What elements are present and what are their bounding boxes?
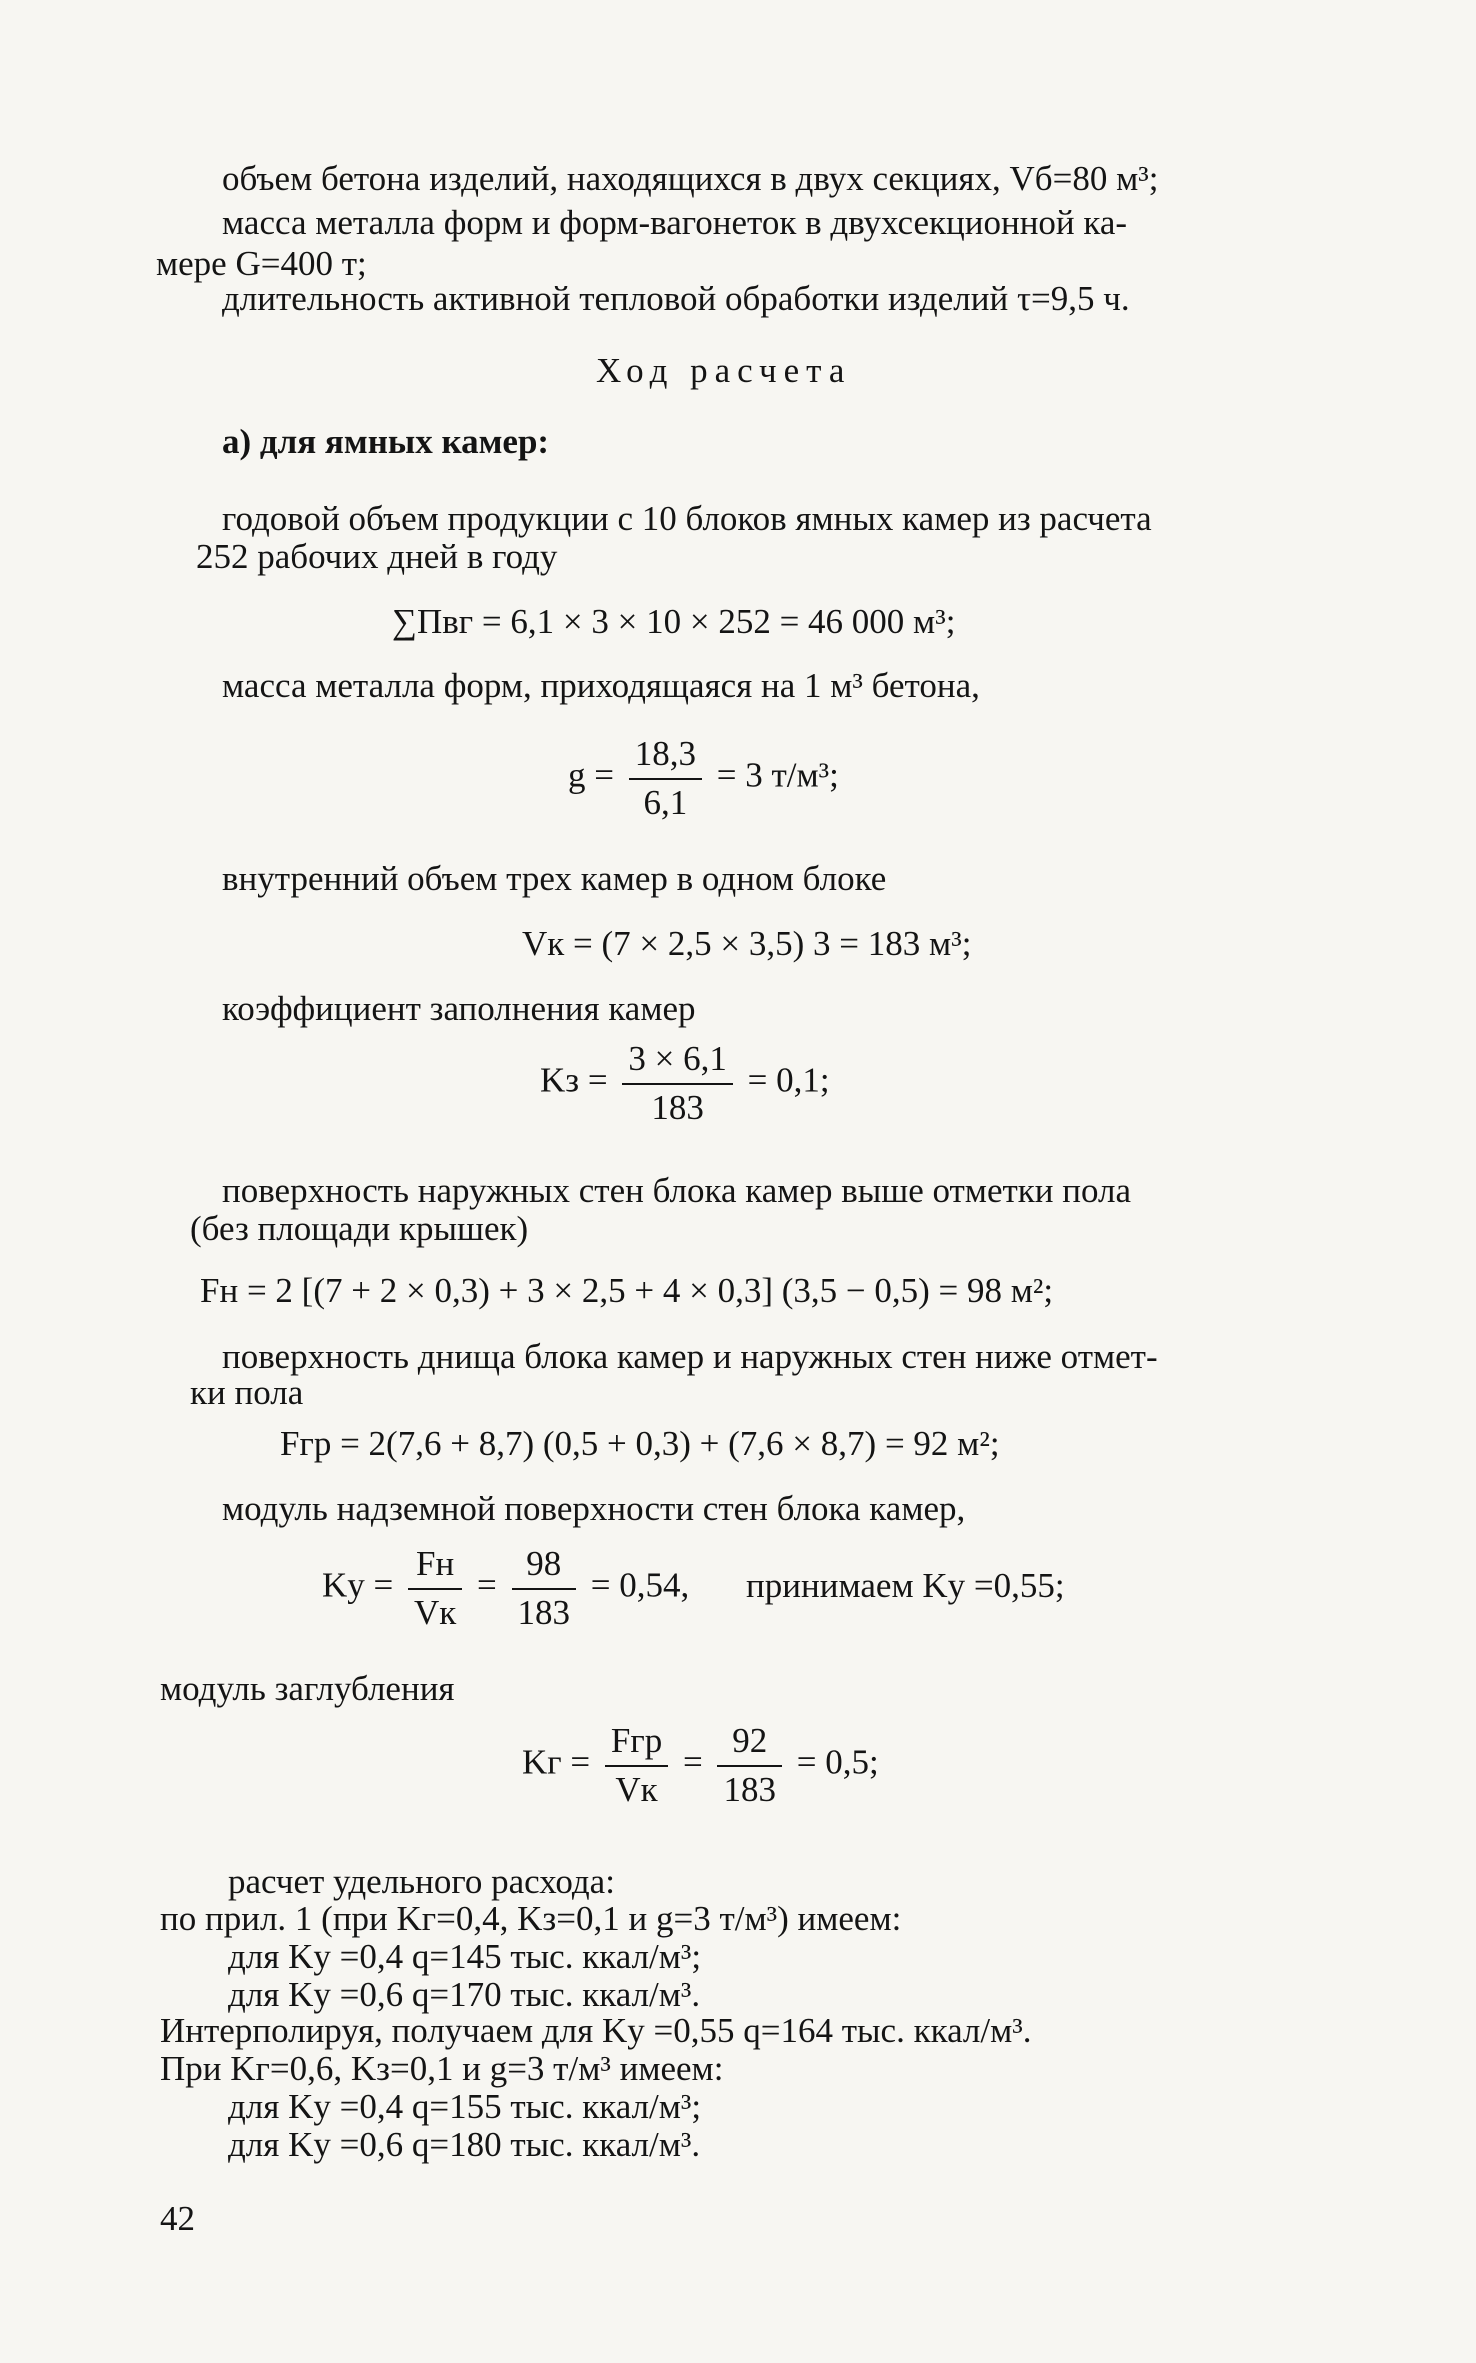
equation: Fн = 2 [(7 + 2 × 0,3) + 3 × 2,5 + 4 × 0,3] (3,5 − 0,5) = 98 м²; <box>200 1271 1054 1310</box>
fraction-denominator: Vк <box>615 1769 658 1809</box>
equation-rhs: = 0,5; <box>796 1742 879 1782</box>
text-line: масса металла форм, приходящаяся на 1 м³ бетона, <box>222 666 980 705</box>
fraction-denominator: Vк <box>414 1592 457 1632</box>
text-line: (без площади крышек) <box>190 1209 529 1248</box>
fraction-denominator: 6,1 <box>643 782 688 822</box>
text-line: модуль надземной поверхности стен блока камер, <box>222 1489 966 1528</box>
text-line: мере G=400 т; <box>156 244 367 283</box>
text-line: масса металла форм и форм-вагонеток в двухсекционной ка- <box>222 203 1128 242</box>
text-line: для Kу =0,4 q=155 тыс. ккал/м³; <box>228 2087 702 2126</box>
equation-lhs: g = <box>568 755 614 795</box>
fraction <box>629 735 702 822</box>
fraction <box>717 1722 782 1809</box>
text-line: объем бетона изделий, находящихся в двух секциях, Vб=80 м³; <box>222 159 1159 198</box>
fraction <box>512 1545 577 1632</box>
text-line: Интерполируя, получаем для Kу =0,55 q=164 тыс. ккал/м³. <box>160 2011 1032 2050</box>
equation <box>540 1040 830 1127</box>
equation: Fгр = 2(7,6 + 8,7) (0,5 + 0,3) + (7,6 × 8,7) = 92 м²; <box>280 1424 1000 1463</box>
fraction-numerator: 98 <box>512 1545 577 1590</box>
equation <box>522 1722 879 1809</box>
equation-rhs: = 3 т/м³; <box>716 755 839 795</box>
page-number: 42 <box>160 2199 195 2238</box>
section-heading: Ход расчета <box>596 351 852 390</box>
fraction-numerator: Fн <box>408 1545 462 1590</box>
text-line: При Kг=0,6, Kз=0,1 и g=3 т/м³ имеем: <box>160 2049 724 2088</box>
text-line: поверхность днища блока камер и наружных стен ниже отмет- <box>222 1337 1158 1376</box>
equation <box>568 735 839 822</box>
subsection-heading: а) для ямных камер: <box>222 422 550 461</box>
text-line: модуль заглубления <box>160 1669 455 1708</box>
fraction-numerator: 18,3 <box>629 735 702 780</box>
equation-lhs: Kг = <box>522 1742 591 1782</box>
text-line: по прил. 1 (при Kг=0,4, Kз=0,1 и g=3 т/м³) имеем: <box>160 1899 902 1938</box>
text-line: поверхность наружных стен блока камер выше отметки пола <box>222 1171 1132 1210</box>
equation-lhs: Kу = <box>322 1565 394 1605</box>
equals-sign: = <box>682 1742 703 1782</box>
text-line: расчет удельного расхода: <box>228 1862 615 1901</box>
fraction-denominator: 183 <box>651 1087 704 1127</box>
fraction-numerator: 3 × 6,1 <box>622 1040 733 1085</box>
text-line: 252 рабочих дней в году <box>196 537 558 576</box>
fraction <box>605 1722 668 1809</box>
text-line: годовой объем продукции с 10 блоков ямных камер из расчета <box>222 499 1152 538</box>
fraction <box>408 1545 462 1632</box>
equals-sign: = <box>477 1565 497 1605</box>
equation: ∑Пвг = 6,1 × 3 × 10 × 252 = 46 000 м³; <box>392 602 956 641</box>
equation-rhs: = 0,54, <box>590 1565 690 1605</box>
equation-rhs: = 0,1; <box>747 1060 830 1100</box>
fraction <box>622 1040 733 1127</box>
fraction-denominator: 183 <box>723 1769 776 1809</box>
text-line: ки пола <box>190 1373 304 1412</box>
fraction-numerator: 92 <box>717 1722 782 1767</box>
fraction-numerator: Fгр <box>605 1722 668 1767</box>
equation: Vк = (7 × 2,5 × 3,5) 3 = 183 м³; <box>522 924 972 963</box>
fraction-denominator: 183 <box>517 1592 571 1632</box>
equation-lhs: Kз = <box>540 1060 608 1100</box>
text-line: коэффициент заполнения камер <box>222 989 696 1028</box>
text-line: внутренний объем трех камер в одном блоке <box>222 859 887 898</box>
text-line: для Kу =0,4 q=145 тыс. ккал/м³; <box>228 1937 702 1976</box>
equation <box>322 1545 1065 1632</box>
text-line: длительность активной тепловой обработки изделий τ=9,5 ч. <box>222 279 1130 318</box>
text-line: для Kу =0,6 q=170 тыс. ккал/м³. <box>228 1975 701 2014</box>
text-line: для Kу =0,6 q=180 тыс. ккал/м³. <box>228 2125 701 2164</box>
equation-note: принимаем Kу =0,55; <box>746 1565 1065 1605</box>
